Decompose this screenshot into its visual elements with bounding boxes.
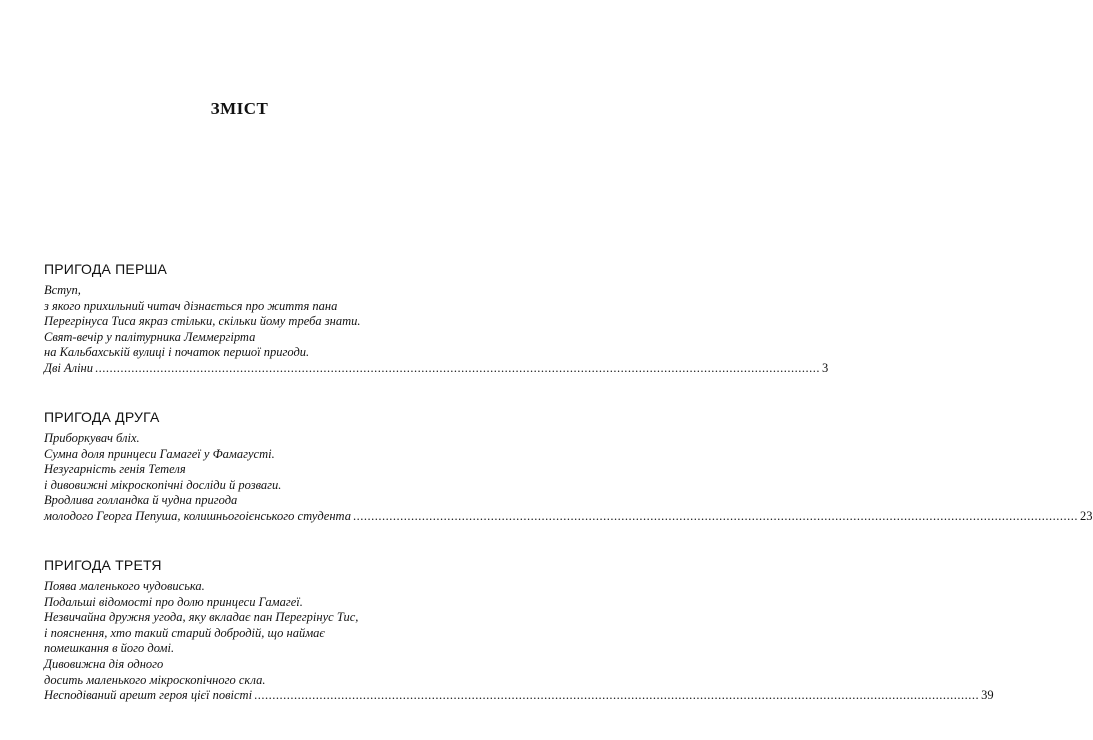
toc-entry-with-page	[44, 360, 829, 377]
toc-line: і дивовижні мікроскопічні досліди й розваги.	[44, 477, 282, 492]
dot-leader: ........................................................................................................................................................................................................	[254, 688, 980, 703]
toc-line: помешкання в його домі.	[44, 641, 175, 656]
toc-line: Свят-вечір у палітурника Леммергірта	[44, 329, 256, 344]
toc-line: Приборкувач бліх.	[44, 431, 140, 445]
page-number: 3	[822, 360, 829, 375]
section-title: ПРИГОДА ДРУГА	[44, 409, 160, 425]
toc-line: Дивовижна дія одного	[44, 656, 164, 671]
toc-section-3	[44, 557, 994, 704]
dot-leader: ........................................................................................................................................................................................................	[353, 508, 1078, 523]
toc-entry-text: молодого Георга Пепуша, колишньогоієнського студента	[44, 508, 351, 523]
page-number: 23	[1080, 508, 1093, 523]
toc-line: досить маленького мікроскопічного скла.	[44, 672, 266, 687]
page-number: 39	[981, 688, 994, 703]
page-title: ЗМІСТ	[210, 99, 269, 118]
toc-line: Вступ,	[44, 283, 81, 297]
dot-leader: ........................................................................................................................................................................................................	[95, 360, 820, 375]
toc-line: Вродлива голландка й чудна пригода	[44, 493, 238, 508]
toc-entry-text: Дві Аліни	[44, 360, 93, 375]
section-title: ПРИГОДА ТРЕТЯ	[44, 557, 162, 573]
toc-entry-with-page	[44, 688, 994, 704]
toc-line: Перегрінуса Тиса якраз стільки, скільки йому треба знати.	[44, 314, 361, 329]
toc-line: Сумна доля принцеси Гамагеї у Фамагусті.	[44, 446, 275, 461]
toc-line: Незвичайна дружня угода, яку вкладає пан Перегрінус Тис,	[44, 610, 359, 625]
toc-line: Подальші відомості про долю принцеси Гамагеї.	[44, 594, 303, 609]
section-title: ПРИГОДА ПЕРША	[44, 261, 168, 277]
toc-entry-with-page	[44, 508, 1093, 525]
toc-line: з якого прихильний читач дізнається про життя пана	[44, 298, 338, 313]
toc-section-1	[44, 261, 829, 377]
toc-line: і пояснення, хто такий старий добродій, що наймає	[44, 625, 325, 640]
toc-line: на Кальбахській вулиці і початок першої пригоди.	[44, 345, 310, 360]
toc-section-2	[44, 409, 1093, 525]
toc-line: Незугарність генія Тетеля	[44, 462, 186, 477]
toc-line: Поява маленького чудовиська.	[44, 579, 205, 593]
toc-entry-text: Несподіваний арешт героя цієї повісті	[44, 688, 253, 703]
